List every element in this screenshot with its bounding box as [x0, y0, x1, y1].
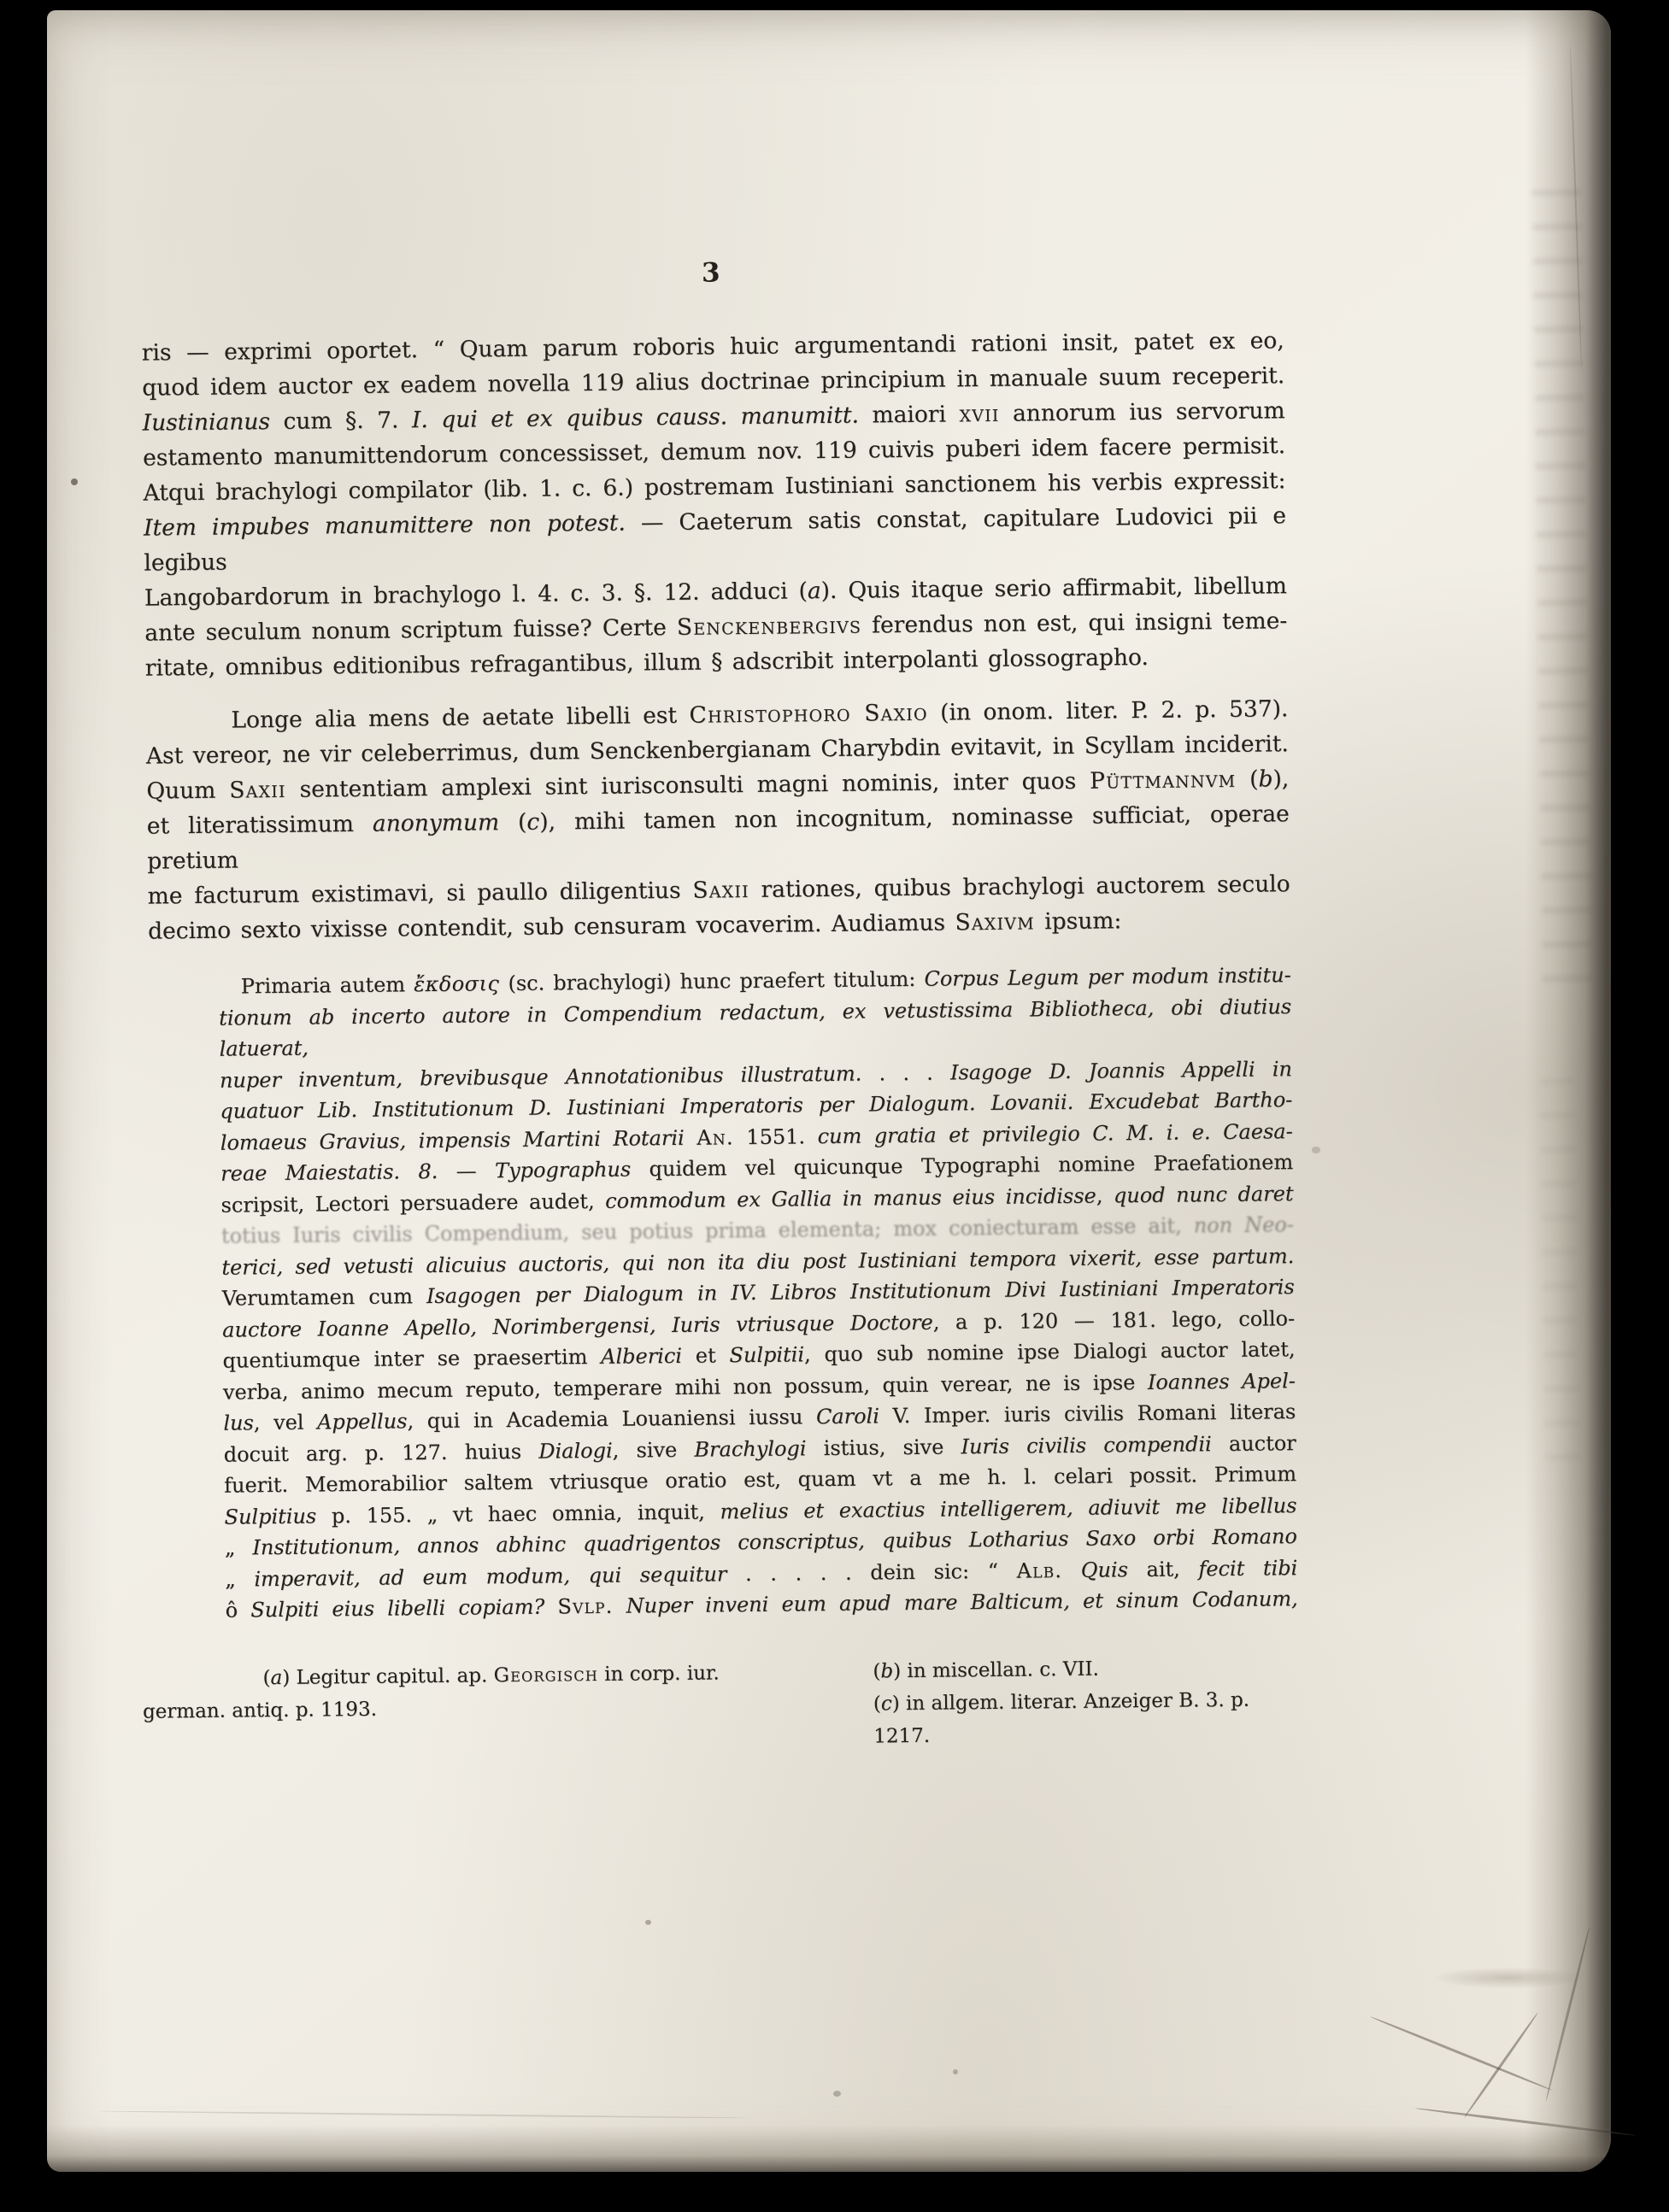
text-segment: Saxii [692, 877, 749, 904]
text-segment: et literatissimum [146, 810, 373, 840]
paragraph [142, 323, 1288, 685]
text-segment: ipsum: [1034, 907, 1122, 936]
text-segment: quod idem auctor ex eadem novella 119 alius doctrinae principium in manuale suum receperit. [142, 362, 1285, 402]
text-segment: ( [1236, 766, 1259, 793]
text-segment: fuerit. Memorabilior saltem vtriusque oratio est, quam vt a me h. l. celari possit. Primum [223, 1462, 1297, 1498]
text-segment: terici, sed vetusti alicuius auctoris, qui non ita diu post Iustiniani tempora vixerit, esse partum. [221, 1243, 1295, 1280]
text-segment: auctor [1211, 1430, 1296, 1456]
text-segment: ferendus non est, qui insigni teme- [861, 607, 1288, 639]
block-quote [219, 959, 1298, 1626]
text-segment: decimo sexto vixisse contendit, sub censuram vocaverim. Audiamus [147, 909, 955, 945]
text-segment: Nuper inveni eum apud mare Balticum, et sinum Codanum, [626, 1587, 1298, 1618]
text-segment: in corp. iur. [597, 1661, 720, 1686]
text-line [219, 991, 1292, 1065]
text-segment: imperavit, ad eum modum, qui sequitur [254, 1561, 727, 1591]
text-segment: Longe alia mens de aetate libelli est [231, 701, 690, 734]
text-segment: ( [873, 1692, 882, 1715]
text-segment: annorum ius servorum [999, 397, 1285, 427]
text-segment: commodum ex Gallia in manus eius incidisse [605, 1183, 1096, 1213]
text-segment: Isagogen per Dialogum in IV. Libros Institutionum Divi Iustiniani Imperatoris [426, 1275, 1295, 1309]
text-segment: ἔκδοσις [414, 971, 500, 997]
text-segment: Iuris civilis compendii [961, 1431, 1212, 1458]
text-segment: tionum ab incerto autore in Compendium redactum, ex vetustissima Bibliotheca, obi diutius latuerat, [219, 994, 1292, 1061]
text-segment: Sulpiti eius libelli copiam? [250, 1594, 545, 1622]
text-segment: Brachylogi [694, 1435, 807, 1462]
text-segment: xvii [959, 400, 1000, 428]
text-segment: ris — exprimi oportet. “ Quam parum roboris huic argumentandi rationi insit, patet ex eo, [141, 327, 1284, 367]
text-segment: (in onom. liter. P. 2. p. 537). [927, 695, 1289, 726]
text-segment: cum §. 7. [269, 407, 413, 436]
text-segment: Primaria autem [240, 972, 414, 999]
text-segment: Atqui brachylogi compilator (lib. 1. c. 6.) postremam Iustiniani sanctionem his verbis expressit: [143, 467, 1286, 507]
text-segment: b [880, 1659, 894, 1682]
text-segment: auctore Ioanne Apello, Norimbergensi, Iuris vtriusque Doctore [222, 1310, 933, 1342]
text-segment: Corpus Legum per modum institu- [924, 963, 1291, 991]
text-segment: Dialogi [538, 1438, 613, 1464]
text-segment: c [880, 1692, 892, 1715]
torn-edge-bottom [47, 2125, 1611, 2172]
text-segment [685, 1125, 697, 1149]
text-segment: reae Maiestatis. 8. [220, 1159, 438, 1186]
text-segment: a [807, 578, 821, 605]
text-segment: Senckenbergivs [676, 612, 862, 641]
text-segment: estamento manumittendorum concessisset, demum nov. 119 cuivis puberi idem facere permisit. [142, 432, 1286, 472]
text-segment: Caroli [815, 1404, 880, 1429]
text-segment: Quis [1080, 1557, 1129, 1582]
text-segment: Saxii [229, 776, 286, 804]
text-segment: ritate, omnibus editionibus refragantibus, illum § adscribit interpolanti glossographo. [144, 643, 1149, 682]
text-segment: I. qui et ex quibus causs. manumitt. [411, 402, 860, 434]
text-segment: ) in miscellan. c. VII. [893, 1658, 1100, 1682]
text-segment: Sulpitii [729, 1342, 805, 1368]
text-segment: anonymum [372, 809, 500, 837]
text-segment: Alberici [601, 1343, 683, 1369]
text-segment: quentiumque inter se praesertim [222, 1344, 602, 1373]
text-segment: p. 155. „ vt haec omnia, inquit, [316, 1499, 720, 1528]
footnote-column-right [864, 1651, 1299, 1752]
text-segment: a [270, 1666, 283, 1689]
text-segment: Langobardorum in brachylogo l. 4. c. 3. §. 12. adduci ( [144, 578, 808, 612]
text-segment: quod nunc daret [1113, 1181, 1294, 1207]
footnote-column-left [142, 1655, 865, 1760]
text-segment: , sive [612, 1437, 695, 1463]
text-segment: Iustinianus [142, 408, 271, 437]
text-segment: Ast vereor, ne vir celeberrimus, dum Senckenbergianam Charybdin evitavit, in Scyllam inciderit. [145, 730, 1289, 770]
text-segment: V. Imper. iuris civilis Romani literas [879, 1399, 1296, 1429]
text-segment: ait, [1127, 1556, 1199, 1581]
text-segment: , qui in Academia Louaniensi iussu [407, 1405, 817, 1434]
text-segment: et [681, 1343, 730, 1368]
page-text-layer [38, 2, 1625, 2180]
text-segment: docuit arg. p. 127. huius [223, 1439, 539, 1467]
text-segment: , quo sub nomine ipse Dialogi auctor latet, [803, 1337, 1296, 1367]
text-segment: , vel [253, 1410, 318, 1435]
text-segment: sententiam amplexi sint iurisconsulti magni nominis, inter quos [285, 767, 1090, 803]
text-segment: ( [262, 1666, 271, 1689]
text-segment: — [438, 1159, 496, 1183]
text-segment: quatuor Lib. Institutionum D. Iustiniani Imperatoris per Dialogum. Lovanii. Excudebat Bartho- [220, 1088, 1293, 1124]
text-segment: totius Iuris civilis Compendium, seu potius prima elementa; mox coniecturam esse ait, [220, 1213, 1194, 1248]
text-segment: verba, animo mecum reputo, temperare mihi non possum, quin verear, ne is ipse [222, 1370, 1149, 1405]
text-segment: german. antiq. p. 1193. [142, 1698, 378, 1723]
text-segment: c [526, 808, 540, 836]
text-segment: ante seculum nonum scriptum fuisse? Certe [144, 613, 678, 647]
text-segment: b [1258, 766, 1273, 793]
text-line [873, 1651, 1298, 1687]
text-segment: Typographus [494, 1157, 632, 1183]
text-segment: Georgisch [493, 1663, 599, 1687]
text-segment: quidem vel quicunque Typographi nomine Praefationem [631, 1150, 1294, 1182]
text-segment: Saxivm [955, 908, 1035, 936]
text-segment: ) Legitur capitul. ap. [282, 1663, 494, 1689]
text-segment: Quum [146, 777, 230, 805]
text-segment: Ioannes Apel- [1147, 1368, 1296, 1394]
text-segment [544, 1594, 557, 1618]
text-segment: ( [498, 808, 527, 836]
text-segment: Püttmannvm [1089, 766, 1237, 795]
text-segment: non Neo- [1193, 1212, 1295, 1238]
text-line [873, 1683, 1300, 1752]
page-number: 3 [701, 257, 721, 289]
paragraph [145, 691, 1290, 948]
text-segment: lus [223, 1411, 254, 1435]
text-segment: . . . [861, 1059, 951, 1086]
text-segment: melius et exactius intelligerem, adiuvit me libellus [720, 1493, 1297, 1523]
text-segment: Svlp. [557, 1593, 614, 1619]
footnotes [142, 1651, 1299, 1760]
main-text-block [142, 323, 1300, 1760]
text-segment: rationes, quibus brachylogi auctorem seculo [749, 871, 1290, 904]
text-segment: fecit tibi [1198, 1555, 1298, 1581]
text-segment: — Caeterum satis constat, capitulare Ludovici pii e legibus [144, 502, 1287, 577]
text-segment [1062, 1558, 1081, 1581]
text-segment: ( [873, 1659, 881, 1682]
text-line [143, 1687, 865, 1728]
text-segment: , [1096, 1182, 1114, 1208]
text-segment: me facturum existimavi, si paullo diligentius [147, 877, 693, 910]
text-segment: scripsit, Lectori persuadere audet, [220, 1188, 606, 1217]
text-segment: Isagoge D. Joannis Appelli in [949, 1056, 1293, 1084]
text-segment: nuper inventum, brevibusque Annotationibus illustratum. [219, 1061, 862, 1093]
text-line [144, 498, 1287, 580]
text-segment [613, 1594, 626, 1618]
text-segment: ), mihi tamen non incognitum, nominasse sufficiat, operae pretium [147, 801, 1290, 875]
text-segment: Sulpitius [224, 1504, 317, 1529]
text-segment: „ [224, 1535, 253, 1560]
text-segment: maiori [858, 401, 960, 429]
text-segment: cum gratia et privilegio C. M. i. e. Caesa- [817, 1118, 1293, 1148]
text-segment: istius, sive [806, 1434, 961, 1460]
text-segment: ), [1272, 766, 1290, 793]
text-segment: ). Quis itaque serio affirmabit, libellum [820, 572, 1288, 605]
text-line [147, 796, 1290, 878]
torn-edge-right [1525, 10, 1611, 2172]
text-segment: . . . . . dein sic: “ [726, 1558, 1017, 1586]
text-segment: (sc. brachylogi) hunc praefert titulum: [499, 966, 925, 996]
text-segment: Item impubes manumittere non potest. [143, 509, 626, 542]
text-segment: ) in allgem. literar. Anzeiger B. 3. p. 1217. [873, 1688, 1250, 1747]
text-segment: ô [225, 1598, 251, 1622]
text-segment: Institutionum, annos abhinc quadrigentos conscriptus, quibus Lotharius Saxo orbi Romano [252, 1524, 1298, 1560]
text-segment: „ [225, 1566, 255, 1592]
text-segment: Appellus [316, 1409, 408, 1435]
text-segment: Verumtamen cum [221, 1284, 427, 1311]
text-segment: lomaeus Gravius, impensis Martini Rotarii [220, 1125, 685, 1155]
text-segment: An. [696, 1124, 734, 1150]
text-segment: 1551. [733, 1124, 818, 1149]
text-segment: Christophoro Saxio [689, 699, 928, 729]
text-segment: , a p. 120 — 181. lego, collo- [932, 1305, 1296, 1335]
scanned-book-page [47, 10, 1611, 2172]
text-segment: Alb. [1016, 1558, 1063, 1583]
